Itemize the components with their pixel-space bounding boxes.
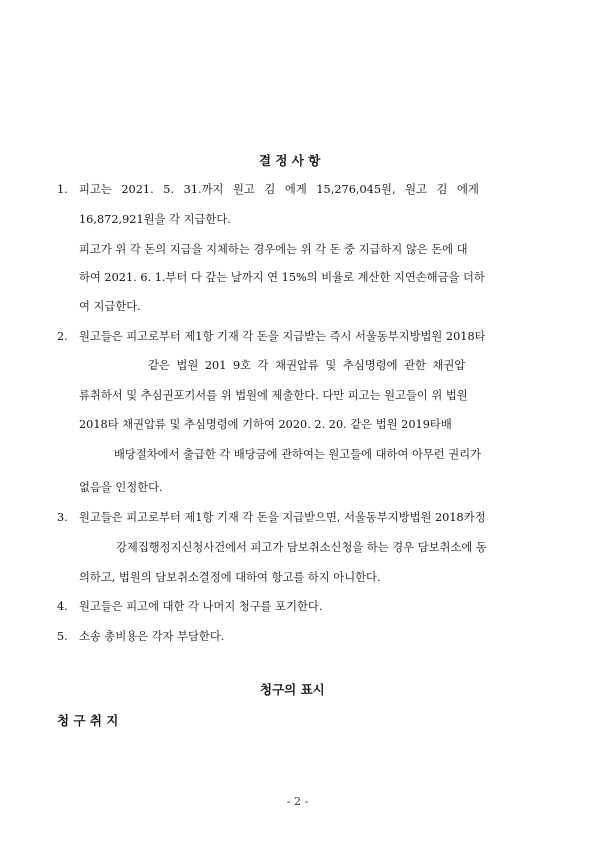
item-5-number: 5. <box>57 630 68 643</box>
item-2-line-2: 같은 법원 201 9호 각 채권압류 및 추심명령에 관한 채권압 <box>148 359 466 372</box>
item-3-number: 3. <box>57 511 68 524</box>
item-4-line-1: 원고들은 피고에 대한 각 나머지 청구를 포기한다. <box>79 600 323 613</box>
item-5-line-1: 소송 총비용은 각자 부담한다. <box>79 630 225 643</box>
item-2-line-6: 없음을 인정한다. <box>79 481 163 494</box>
item-3-line-1: 원고들은 피고로부터 제1항 기재 각 돈을 지급받으면, 서울동부지방법원 2018카정 <box>79 511 486 524</box>
item-4-number: 4. <box>57 600 68 613</box>
item-2-number: 2. <box>57 330 68 343</box>
item-3-line-3: 의하고, 법원의 담보취소결정에 대하여 항고를 하지 아니한다. <box>79 571 381 584</box>
item-2-line-1: 원고들은 피고로부터 제1항 기재 각 돈을 지급받는 즉시 서울동부지방법원 2018타 <box>79 330 486 343</box>
subsection-title: 청 구 취 지 <box>57 713 119 728</box>
section-title: 청구의 표시 <box>260 682 325 697</box>
item-1-line-4: 하여 2021. 6. 1.부터 다 갚는 날까지 연 15%의 비율로 계산한 지연손해금을 더하 <box>79 271 485 284</box>
item-3-line-2: 강제집행정지신청사건에서 피고가 담보취소신청을 하는 경우 담보취소에 동 <box>116 541 487 554</box>
item-1-line-2: 16,872,921원을 각 지급한다. <box>79 213 231 226</box>
item-1-line-3: 피고가 위 각 돈의 지급을 지체하는 경우에는 위 각 돈 중 지급하지 않은 돈에 대 <box>79 243 468 256</box>
decision-heading: 결 정 사 항 <box>259 153 321 168</box>
item-1-number: 1. <box>57 183 68 196</box>
item-2-line-5: 배당절차에서 출급한 각 배당금에 관하여는 원고들에 대하여 아무런 권리가 <box>114 448 482 461</box>
item-1-line-5: 여 지급한다. <box>79 300 141 313</box>
item-2-line-3: 류취하서 및 추심권포기서를 위 법원에 제출한다. 다만 피고는 원고들이 위 법원 <box>79 389 468 402</box>
item-1-line-1: 피고는 2021. 5. 31.까지 원고 김 에게 15,276,045원, 원고 김 에게 <box>79 183 479 196</box>
page-number: - 2 - <box>286 795 309 808</box>
item-2-line-4: 2018타 채권압류 및 추심명령에 기하여 2020. 2. 20. 같은 법원 2019타배 <box>79 418 452 431</box>
